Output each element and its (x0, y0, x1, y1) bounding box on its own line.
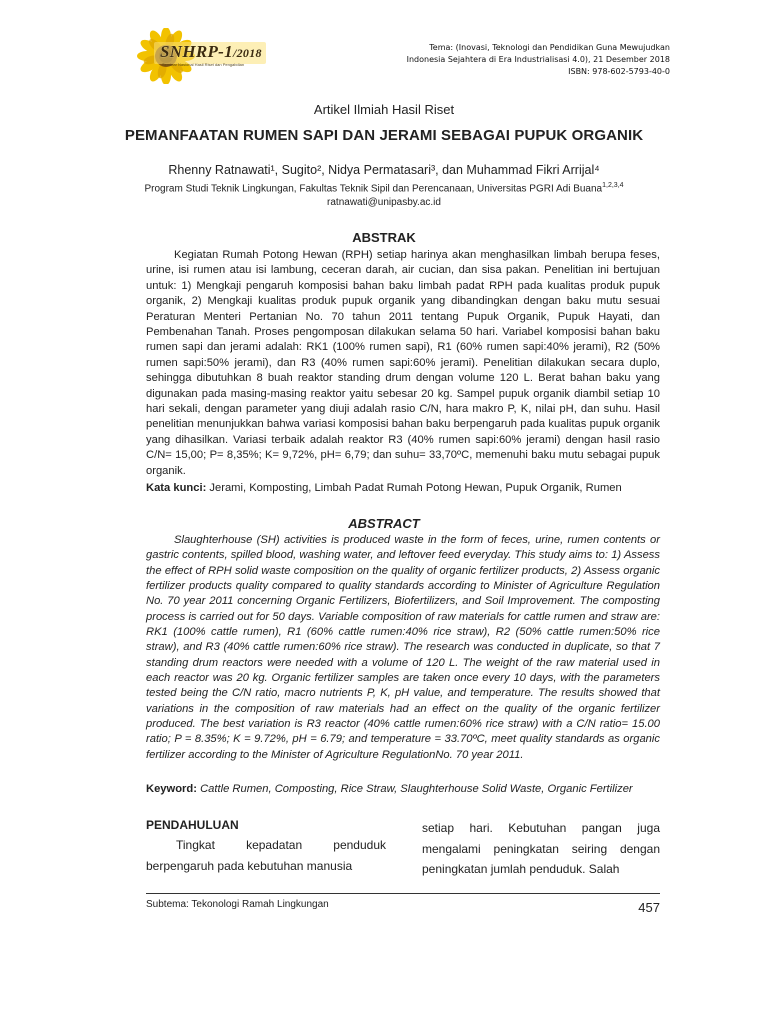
theme-line-2: Indonesia Sejahtera di Era Industrialisasi 4.0), 21 Desember 2018 (406, 55, 670, 64)
page-number: 457 (638, 900, 660, 915)
intro-left-column (146, 818, 386, 876)
author-email[interactable]: ratnawati@unipasby.ac.id (327, 197, 441, 208)
logo-text: SNHRP-1/2018 (160, 42, 262, 61)
keywords (146, 782, 660, 797)
footer-subtheme: Subtema: Tekonologi Ramah Lingkungan (146, 899, 329, 910)
keywords-label: Keyword: (146, 783, 197, 795)
kata-kunci-values: Jerami, Komposting, Limbah Padat Rumah Potong Hewan, Pupuk Organik, Rumen (209, 482, 622, 494)
intro-right-column (422, 818, 660, 880)
abstract-heading: ABSTRACT (348, 516, 420, 531)
theme-line-1: Tema: (Inovasi, Teknologi dan Pendidikan Guna Mewujudkan (429, 43, 670, 52)
logo-subtitle: Seminar Nasional Hasil Riset dan Pengabdian (162, 62, 245, 67)
footer-divider (146, 893, 660, 894)
article-type: Artikel Ilmiah Hasil Riset (313, 102, 455, 117)
intro-left-text: Tingkat kepadatan penduduk berpengaruh pada kebutuhan manusia (146, 838, 386, 873)
affiliation-superscript: 1,2,3,4 (602, 182, 624, 189)
conference-meta (407, 42, 670, 78)
isbn: ISBN: 978-602-5793-40-0 (568, 67, 670, 76)
abstrak-body: Kegiatan Rumah Potong Hewan (RPH) setiap harinya akan menghasilkan limbah berupa feses, urine, isi rumen atau isi lambung, ceceran darah, air cucian, dan sisa pakan. Penelitian ini bertujuan untuk: 1) Mengkaji pengaruh komposisi bahan baku limbah padat RPH pada kualitas produk pupuk organik, 2) Mengkaji kualitas produk pupuk organik yang dibandingkan dengan baku mutu sesuai Peraturan Menteri Pertanian No. 70 tahun 2011 tentang Pupuk Organik, Pupuk Hayati, dan Pembenahan Tanah. Proses pengomposan dilakukan selama 50 hari. Variabel komposisi bahan baku rumen sapi dan jerami adalah: RK1 (100% rumen sapi), R1 (60% rumen sapi:40% jerami), R2 (50% rumen sapi:50% jerami), dan R3 (40% rumen sapi:60% jerami). Penelitian dilakukan secara duplo, sehingga dibutuhkan 8 buah reaktor standing drum dengan volume 120 L. Berat bahan baku yang digunakan pada masing-masing reaktor yaitu sebesar 20 kg. Sampel pupuk organik diambil setiap 10 hari sekali, dengan parameter yang diuji adalah rasio C/N, hara makro P, K, nilai pH, dan suhu. Hasil penelitian menunjukkan bahwa variasi komposisi bahan baku berpengaruh pada kualitas pupuk organik yang dihasilkan. Variasi terbaik adalah reaktor R3 (40% rumen sapi:60% jerami) dengan hasil rasio C/N= 15,00; P= 8,35%; K= 9,72%, pH= 6,79; dan suhu= 33,70ºC, memenuhi baku mutu sebagai pupuk organik. (146, 249, 660, 477)
abstrak-heading: ABSTRAK (352, 230, 416, 245)
kata-kunci-label: Kata kunci: (146, 482, 207, 494)
intro-right-text: setiap hari. Kebutuhan pangan juga mengalami peningkatan seiring dengan peningkatan jumlah penduduk. Salah (422, 821, 660, 876)
kata-kunci (146, 481, 660, 496)
article-title: PEMANFAATAN RUMEN SAPI DAN JERAMI SEBAGAI PUPUK ORGANIK (124, 127, 644, 144)
conference-logo (136, 28, 272, 84)
logo-year: 2018 (236, 46, 262, 60)
abstract-body: Slaughterhouse (SH) activities is produced waste in the form of feces, urine, rumen contents or gastric contents, spilled blood, washing water, and leftover feed everyday. This study aims to: 1) Assess the effect of RPH solid waste composition on the quality of organic fertilizer products, 2) Assess organic fertilizer products quality compared to quality standards according to Minister of Agriculture Regulation No. 70 year 2011 concerning Organic Fertilizers, Biofertilizers, and Soil Improvement. The composting process is carried out for 50 days. Variable composition of raw materials for cattle rumen and straw are: RK1 (100% cattle rumen), R1 (60% cattle rumen:40% rice straw), R2 (50% cattle rumen:50% rice straw), and R3 (40% cattle rumen:60% rice straw). The research was conducted in duplicate, so that 7 standing drum reactors were needed with a volume of 120 L. The weight of the raw material used in each reactor was 20 kg. Organic fertilizer samples are taken once every 10 days, with the parameters tested being the C/N ratio, macro nutrients P, K, pH value, and temperature. The results showed that variations in the composition of raw materials had an effect on the quality of the organic fertilizer produced. The best variation is R3 reactor (40% cattle rumen:60% rice straw) with a C/N ratio= 15.00 ratio; P = 8.35%; K = 9.72%, pH = 6.79; and temperature = 33.70ºC, meet quality standards as organic fertilizer according to the Minister of Agriculture RegulationNo. 70 year 2011. (146, 534, 660, 761)
keywords-values: Cattle Rumen, Composting, Rice Straw, Slaughterhouse Solid Waste, Organic Fertilizer (200, 783, 633, 795)
intro-heading: PENDAHULUAN (146, 818, 239, 832)
author-list: Rhenny Ratnawati¹, Sugito², Nidya Permatasari³, dan Muhammad Fikri Arrijal⁴ (168, 163, 600, 177)
affiliation: Program Studi Teknik Lingkungan, Fakultas Teknik Sipil dan Perencanaan, Universitas PGRI Adi Buana$^{1,2,3,4}$ (144, 182, 624, 195)
